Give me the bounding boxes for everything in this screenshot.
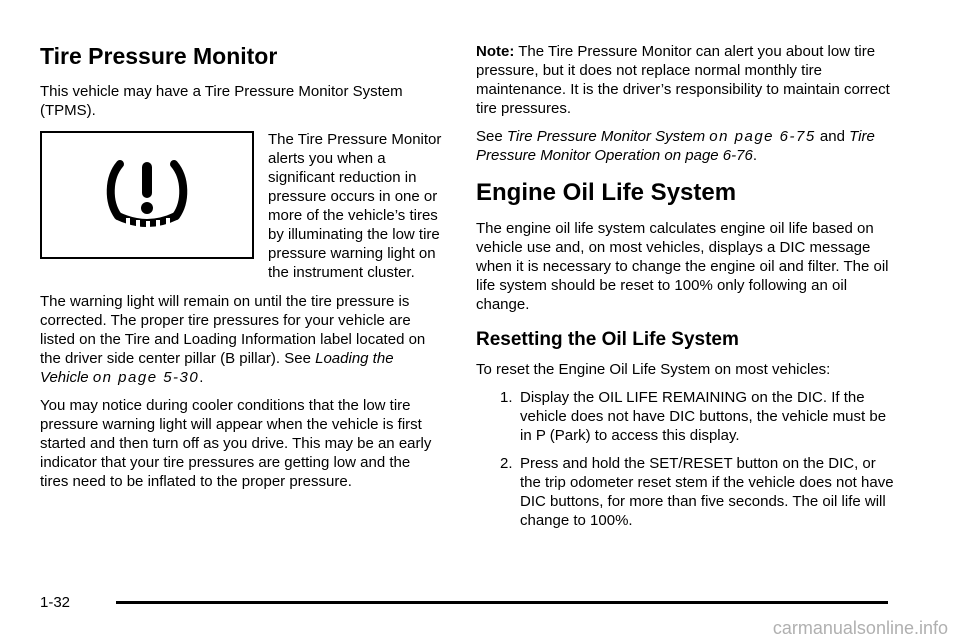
step-text: Press and hold the SET/RESET button on the DIC, or the trip odometer reset stem if the vehicle does not have DIC buttons, for more than five seconds. The oil life will change to 100%. (520, 455, 894, 529)
watermark: carmanualsonline.info (772, 618, 948, 638)
tpms-system-page-ref[interactable]: on page 6‑75 (709, 128, 816, 145)
footer-rule (116, 601, 888, 604)
loading-vehicle-page-ref[interactable]: on page 5‑30 (92, 369, 200, 386)
tpms-figure-caption: The Tire Pressure Monitor alerts you when a significant reduction in pressure occurs in one or more of the vehicle’s tires by illuminating the low tire pressure warning light on the instrument cluster. (268, 131, 442, 281)
tpms-intro: This vehicle may have a Tire Pressure Monitor System (TPMS). (40, 83, 403, 119)
subsection-title-resetting: Resetting the Oil Life System (476, 329, 739, 350)
reset-steps-list (476, 388, 896, 530)
list-item (476, 388, 896, 445)
note-text: The Tire Pressure Monitor can alert you about low tire pressure, but it does not replace normal monthly tire maintenance. It is the driver’s responsibility to maintain correct tire pressures. (476, 43, 890, 117)
see-text: See (476, 128, 507, 145)
warning-light-paragraph (40, 292, 442, 387)
tpms-figure (40, 130, 442, 282)
oil-life-paragraph: The engine oil life system calculates engine oil life based on vehicle use and, on most vehicles, displays a DIC message when it is necessary to change the engine oil and filter. The oil life system should be reset to 100% only following an oil change. (476, 220, 889, 313)
tpms-system-link[interactable]: Tire Pressure Monitor System (506, 128, 706, 145)
list-item (476, 454, 896, 530)
tpms-icon-frame (40, 131, 254, 259)
step-number: 2. (500, 455, 513, 472)
note-paragraph (476, 42, 896, 118)
step-number: 1. (500, 389, 513, 406)
page-footer (40, 594, 888, 611)
see-references (476, 127, 896, 165)
tire-pressure-warning-icon (106, 156, 188, 234)
tpms-operation-link[interactable]: Tire Pressure Monitor Operation on page 6‑76 (476, 128, 875, 164)
tpms-figure-caption-wrap (268, 130, 442, 282)
right-column (476, 42, 896, 539)
reset-intro: To reset the Engine Oil Life System on most vehicles: (476, 361, 831, 378)
period: . (752, 147, 757, 164)
page-number: 1-32 (40, 594, 71, 611)
loading-vehicle-link[interactable]: Loading the Vehicle (40, 350, 394, 386)
and-text: and (815, 128, 850, 145)
section-title-tire-pressure-monitor: Tire Pressure Monitor (40, 43, 278, 69)
left-column (40, 42, 442, 500)
cooler-conditions-paragraph: You may notice during cooler conditions that the low tire pressure warning light will appear when the vehicle is first started and then turn off as you drive. This may be an early indicator that your tire pressures are getting low and the tires need to be inflated to the proper pressure. (40, 397, 432, 490)
period: . (199, 369, 204, 386)
step-text: Display the OIL LIFE REMAINING on the DIC. If the vehicle does not have DIC buttons, the vehicle must be in P (Park) to access this display. (520, 389, 887, 444)
warning-light-text: The warning light will remain on until the tire pressure is corrected. The proper tire pressures for your vehicle are listed on the Tire and Loading Information label located on the driver side center pillar (B pillar). See (40, 293, 426, 367)
section-title-engine-oil-life: Engine Oil Life System (476, 179, 737, 206)
note-label: Note: (476, 43, 515, 60)
